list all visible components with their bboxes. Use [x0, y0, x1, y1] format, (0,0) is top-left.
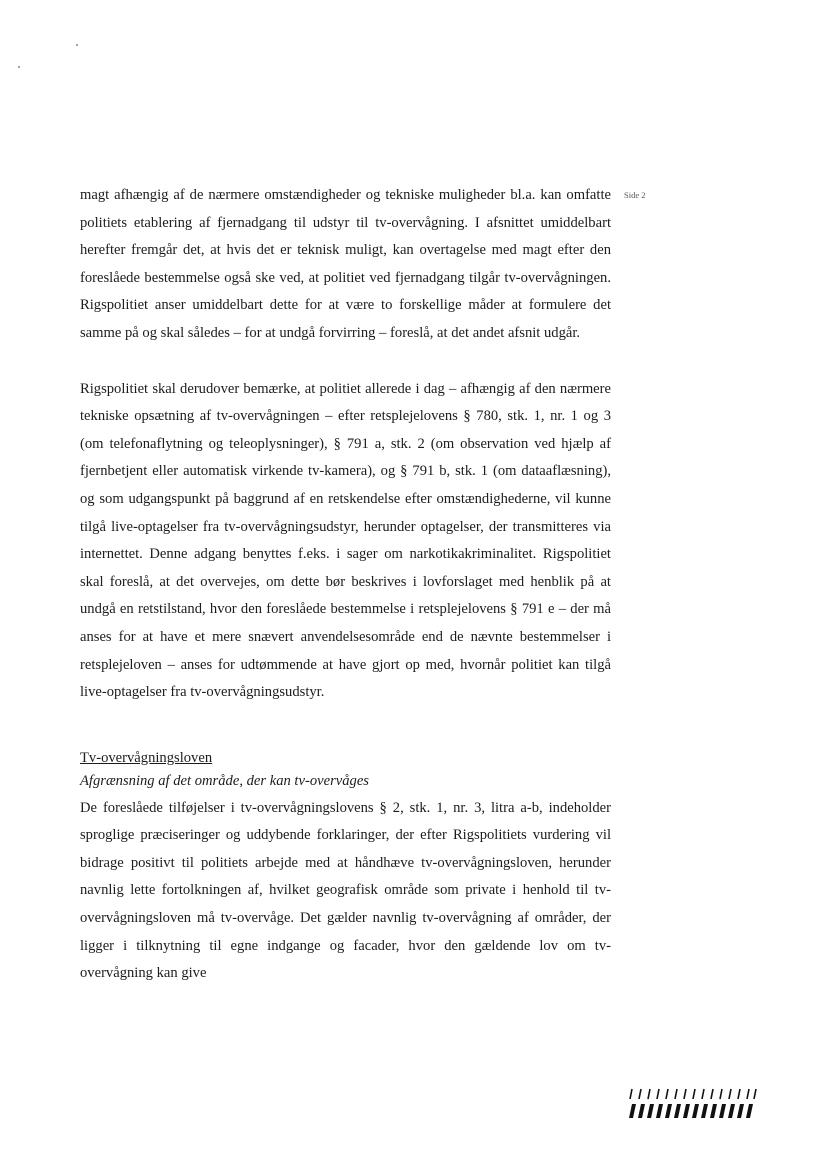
page-number-label: Side 2	[624, 190, 646, 200]
barcode-stamp	[628, 1087, 758, 1121]
scan-speck	[18, 66, 20, 68]
barcode-top-row	[630, 1089, 756, 1099]
scan-speck	[76, 44, 78, 46]
section-heading: Tv-overvågningsloven	[80, 749, 213, 766]
document-body	[80, 182, 611, 988]
paragraph-1: magt afhængig af de nærmere omstændigheder og tekniske muligheder bl.a. kan omfatte politiets etablering af fjernadgang til udstyr til tv-overvågning. I afsnittet umiddelbart herefter fremgår det, at hvis det er teknisk muligt, kan overtagelse med magt efter den foreslåede bestemmelse også ske ved, at politiet ved fjernadgang tilgår tv-overvågningen. Rigspolitiet anser umiddelbart dette for at være to forskellige måder at formulere det samme på og skal således – for at undgå forvirring – foreslå, at det andet afsnit udgår.	[80, 187, 611, 341]
barcode-bottom-row	[629, 1104, 753, 1118]
paragraph-2: Rigspolitiet skal derudover bemærke, at politiet allerede i dag – afhængig af den nærmere tekniske opsætning af tv-overvågningen – efter retsplejelovens § 780, stk. 1, nr. 1 og 3 (om telefonaflytning og teleoplysninger), § 791 a, stk. 2 (om observation ved hjælp af fjernbetjent eller automatisk virkende tv-kamera), og § 791 b, stk. 1 (om dataaflæsning), og som udgangspunkt på baggrund af en retskendelse efter omstændighederne, vil kunne tilgå live-optagelser fra tv-overvågningsudstyr, herunder optagelser, der transmitteres via internettet. Denne adgang benyttes f.eks. i sager om narkotikakriminalitet. Rigspolitiet skal foreslå, at det overvejes, om dette bør beskrives i lovforslaget med henblik på at undgå en retstilstand, hvor den foreslåede bestemmelse i retsplejelovens § 791 e – der må anses for at have et mere snævert anvendelsesområde end de nævnte bestemmelser i retsplejeloven – anses for udtømmende at have gjort op med, hvornår politiet kan tilgå live-optagelser fra tv-overvågningsudstyr.	[80, 380, 611, 701]
section-subheading: Afgrænsning af det område, der kan tv-overvåges	[80, 772, 369, 789]
section-paragraph: De foreslåede tilføjelser i tv-overvågningslovens § 2, stk. 1, nr. 3, litra a-b, indeholder sproglige præciseringer og uddybende forklaringer, der efter Rigspolitiets vurdering vil bidrage positivt til politiets arbejde med at håndhæve tv-overvågningsloven, herunder navnlig lette fortolkningen af, hvilket geografisk område som private i henhold til tv-overvågningsloven må tv-overvåge. Det gælder navnlig tv-overvågning af områder, der ligger i tilknytning til egne indgange og facader, hvor den gældende lov om tv-overvågning kan give	[80, 799, 611, 982]
